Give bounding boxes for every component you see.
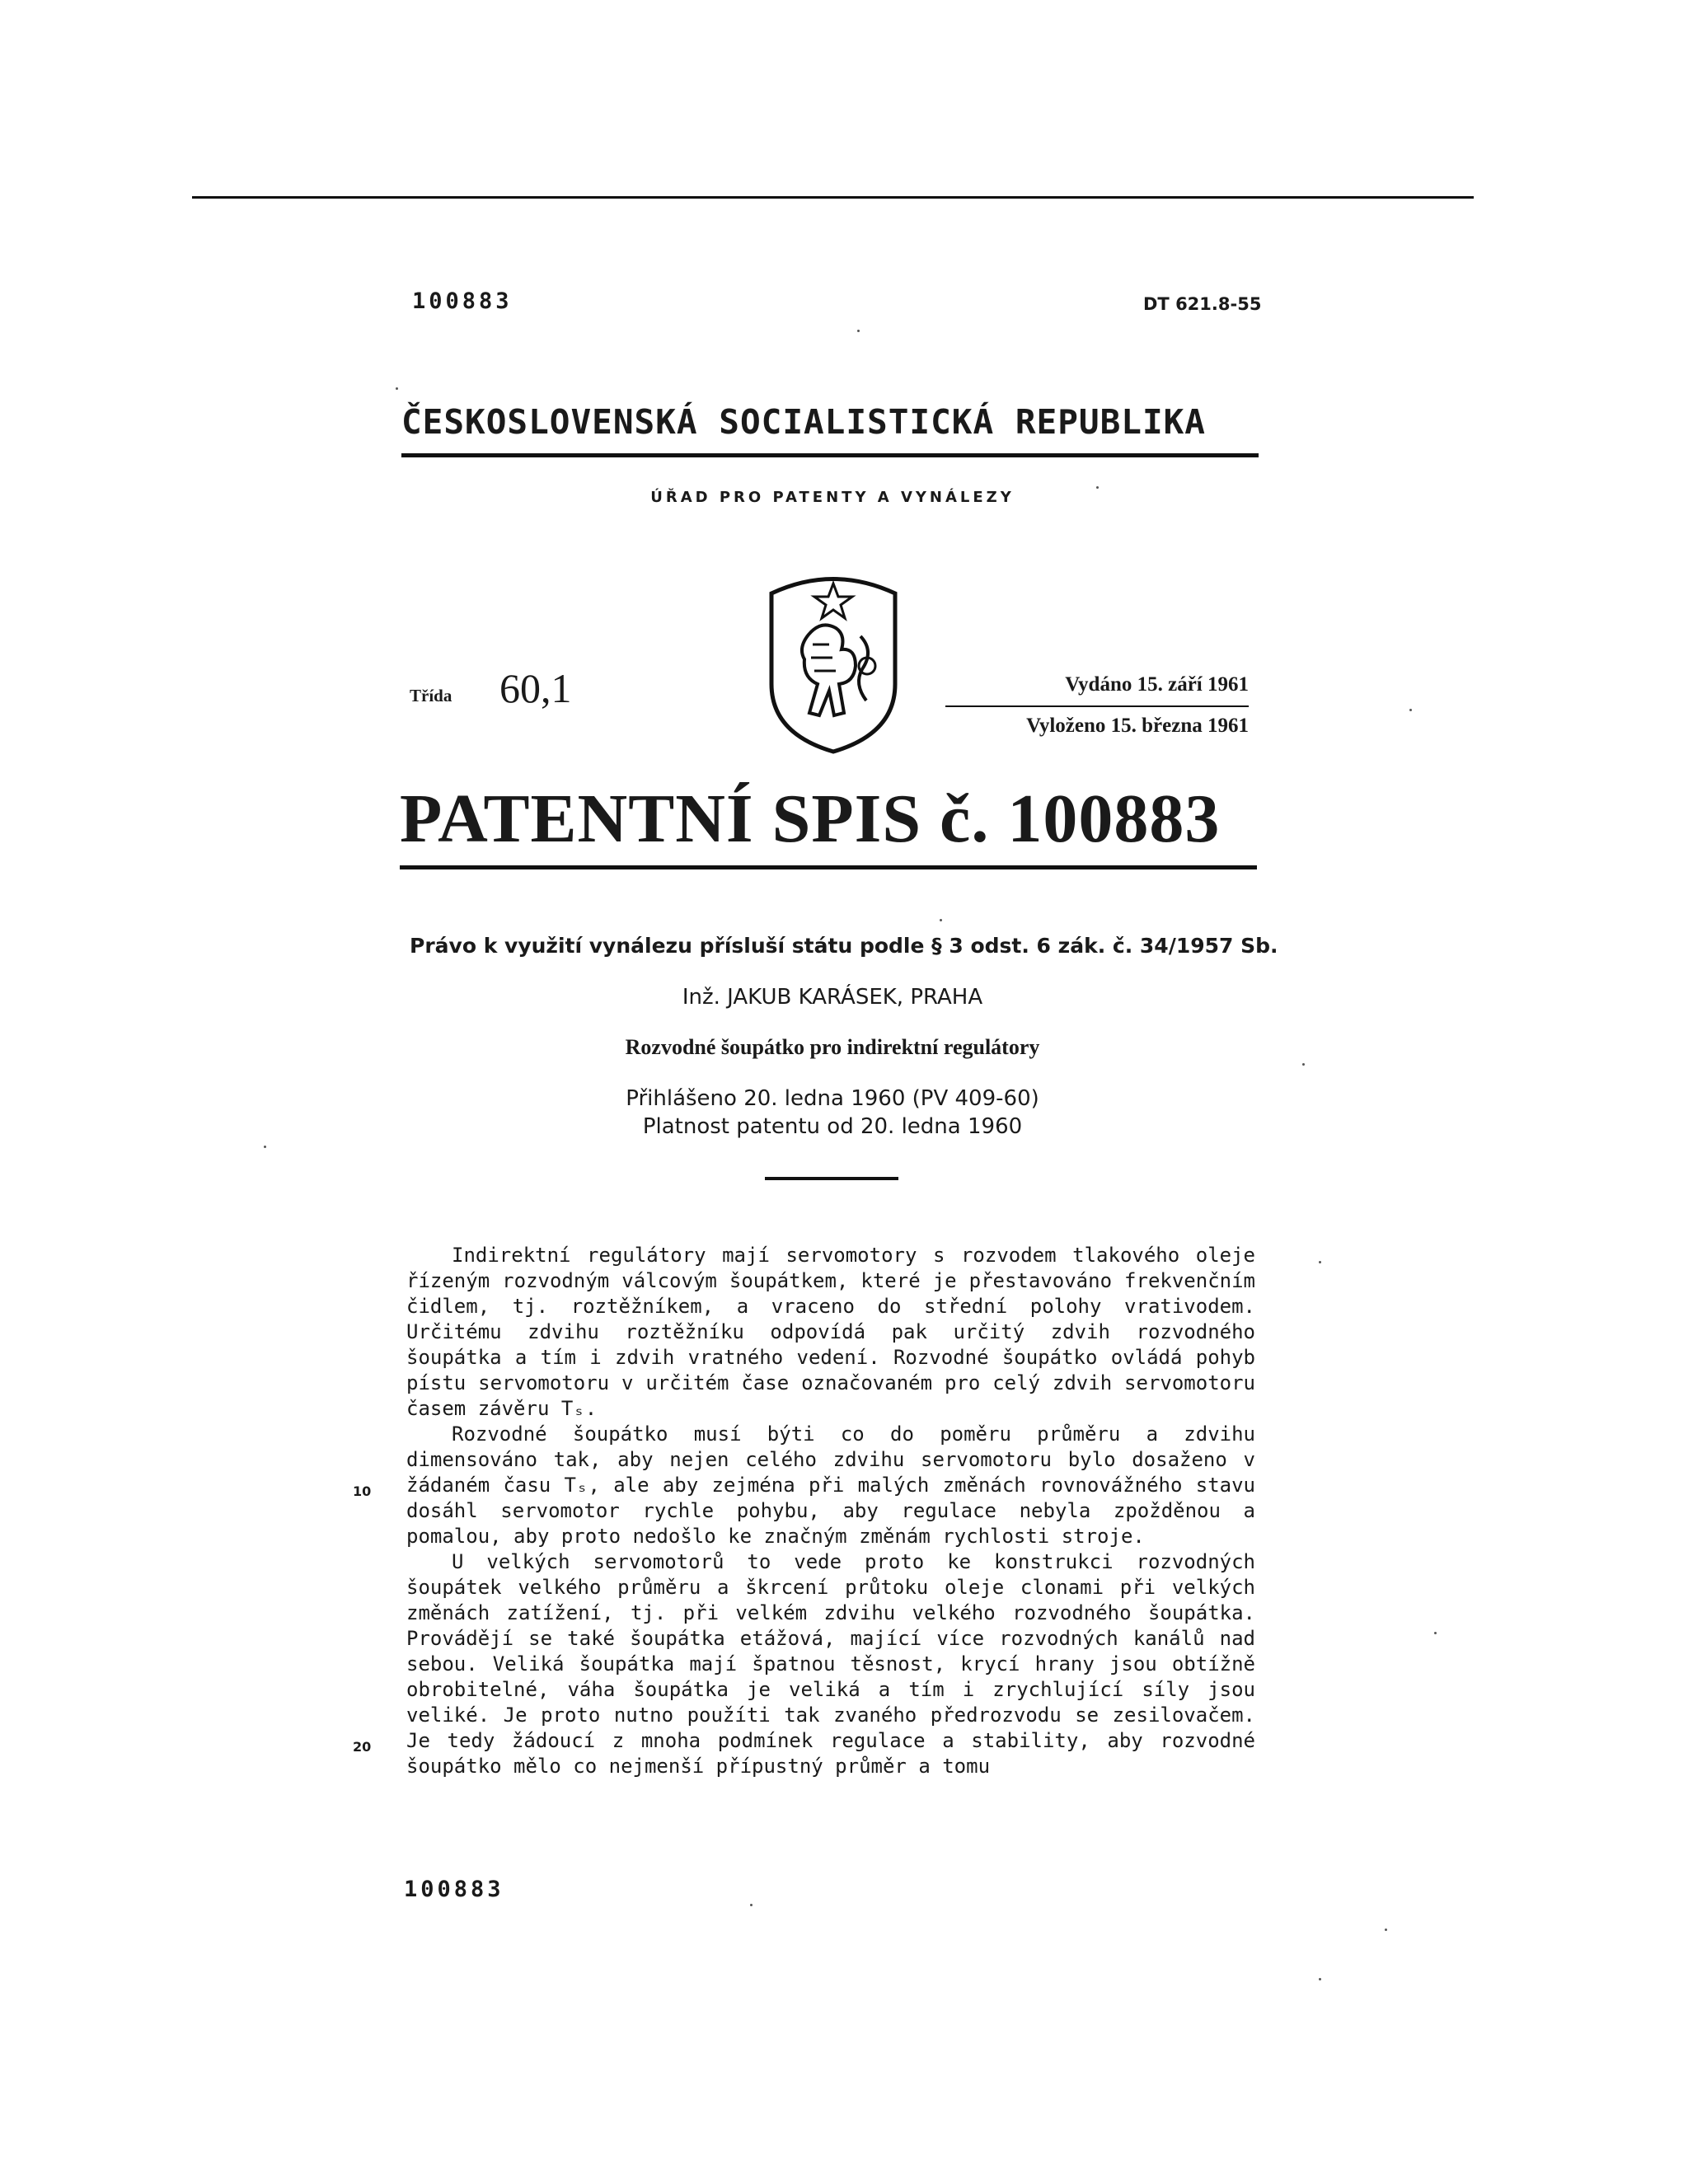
body-paragraph: Rozvodné šoupátko musí býti co do poměru průměru a zdvihu dimensováno tak, aby nejen celého zdvihu servomotoru bylo dosaženo v žádaném času Tₛ, ale aby zejména při malých změnách rovnovážného stavu dosáhl servomotor rychle pohybu, aby regulace nebyla zpožděnou a pomalou, aby proto nedošlo ke značným změnám rychlosti stroje. bbox=[406, 1422, 1255, 1548]
document-number-bottom: 100883 bbox=[404, 1877, 504, 1902]
section-divider bbox=[765, 1177, 898, 1180]
filing-date: Přihlášeno 20. ledna 1960 (PV 409-60) bbox=[626, 1086, 1039, 1111]
margin-line-number: 10 bbox=[353, 1483, 372, 1499]
inventor-name: Inž. JAKUB KARÁSEK, PRAHA bbox=[682, 985, 983, 1010]
class-value: 60,1 bbox=[499, 665, 572, 711]
patent-body-text bbox=[406, 1243, 1255, 1779]
body-paragraph: Indirektní regulátory mají servomotory s rozvodem tlakového oleje řízeným rozvodným válcovým šoupátkem, které je přestavováno frekvenčním čidlem, tj. roztěžníkem, a vraceno do střední polohy vrativodem. Určitému zdvihu roztěžníku odpovídá pak určitý zdvih rozvodného šoupátka a tím i zdvih vratného vedení. Rozvodné šoupátko ovládá pohyb pístu servomotoru v určitém čase označovaném pro celý zdvih servomotoru časem závěru Tₛ. bbox=[406, 1244, 1255, 1420]
scan-speck bbox=[1434, 1632, 1437, 1634]
scan-speck bbox=[1096, 486, 1099, 489]
dt-classification-code: DT 621.8-55 bbox=[1143, 294, 1262, 314]
class-label: Třída bbox=[410, 686, 452, 705]
scan-speck bbox=[1409, 709, 1412, 711]
czechoslovak-state-emblem-icon bbox=[763, 569, 903, 754]
patent-office-name: ÚŘAD PRO PATENTY A VYNÁLEZY bbox=[650, 489, 1015, 506]
title-underline bbox=[400, 865, 1257, 869]
republic-heading: ČESKOSLOVENSKÁ SOCIALISTICKÁ REPUBLIKA bbox=[401, 402, 1206, 442]
margin-line-number: 20 bbox=[353, 1739, 372, 1755]
document-number-top: 100883 bbox=[412, 288, 513, 314]
rights-statement: Právo k využití vynálezu přísluší státu podle § 3 odst. 6 zák. č. 34/1957 Sb. bbox=[410, 934, 1278, 958]
dates-divider bbox=[945, 705, 1249, 707]
scan-speck bbox=[1302, 1063, 1305, 1066]
scan-speck bbox=[264, 1146, 266, 1148]
issued-date: Vydáno 15. září 1961 bbox=[1065, 673, 1249, 696]
top-divider bbox=[192, 196, 1474, 199]
page-title: PATENTNÍ SPIS č. 100883 bbox=[400, 780, 1221, 857]
scan-speck bbox=[396, 387, 398, 390]
scan-speck bbox=[940, 919, 942, 921]
scan-speck bbox=[750, 1904, 753, 1906]
body-paragraph: U velkých servomotorů to vede proto ke konstrukci rozvodných šoupátek velkého průměru a škrcení průtoku oleje clonami při velkých změnách zatížení, tj. při velkém zdvihu velkého rozvodného šoupátka. Provádějí se také šoupátka etážová, mající více rozvodných kanálů nad sebou. Veliká šoupátka mají špatnou těsnost, krycí hrany jsou obtížně obrobitelné, váha šoupátka je veliká a tím i zrychlující síly jsou veliké. Je proto nutno použíti tak zvaného předrozvodu se zesilovačem. Je tedy žádoucí z mnoha podmínek regulace a stability, aby rozvodné šoupátko mělo co nejmenší přípustný průměr a tomu bbox=[406, 1550, 1255, 1778]
republic-underline bbox=[401, 453, 1259, 457]
invention-title: Rozvodné šoupátko pro indirektní regulátory bbox=[625, 1035, 1040, 1059]
patent-validity: Platnost patentu od 20. ledna 1960 bbox=[642, 1114, 1023, 1139]
scan-speck bbox=[1319, 1978, 1321, 1980]
laid-open-date: Vyloženo 15. března 1961 bbox=[1026, 715, 1249, 737]
scan-speck bbox=[1319, 1261, 1321, 1263]
scan-speck bbox=[1385, 1929, 1387, 1931]
scan-speck bbox=[857, 330, 860, 332]
